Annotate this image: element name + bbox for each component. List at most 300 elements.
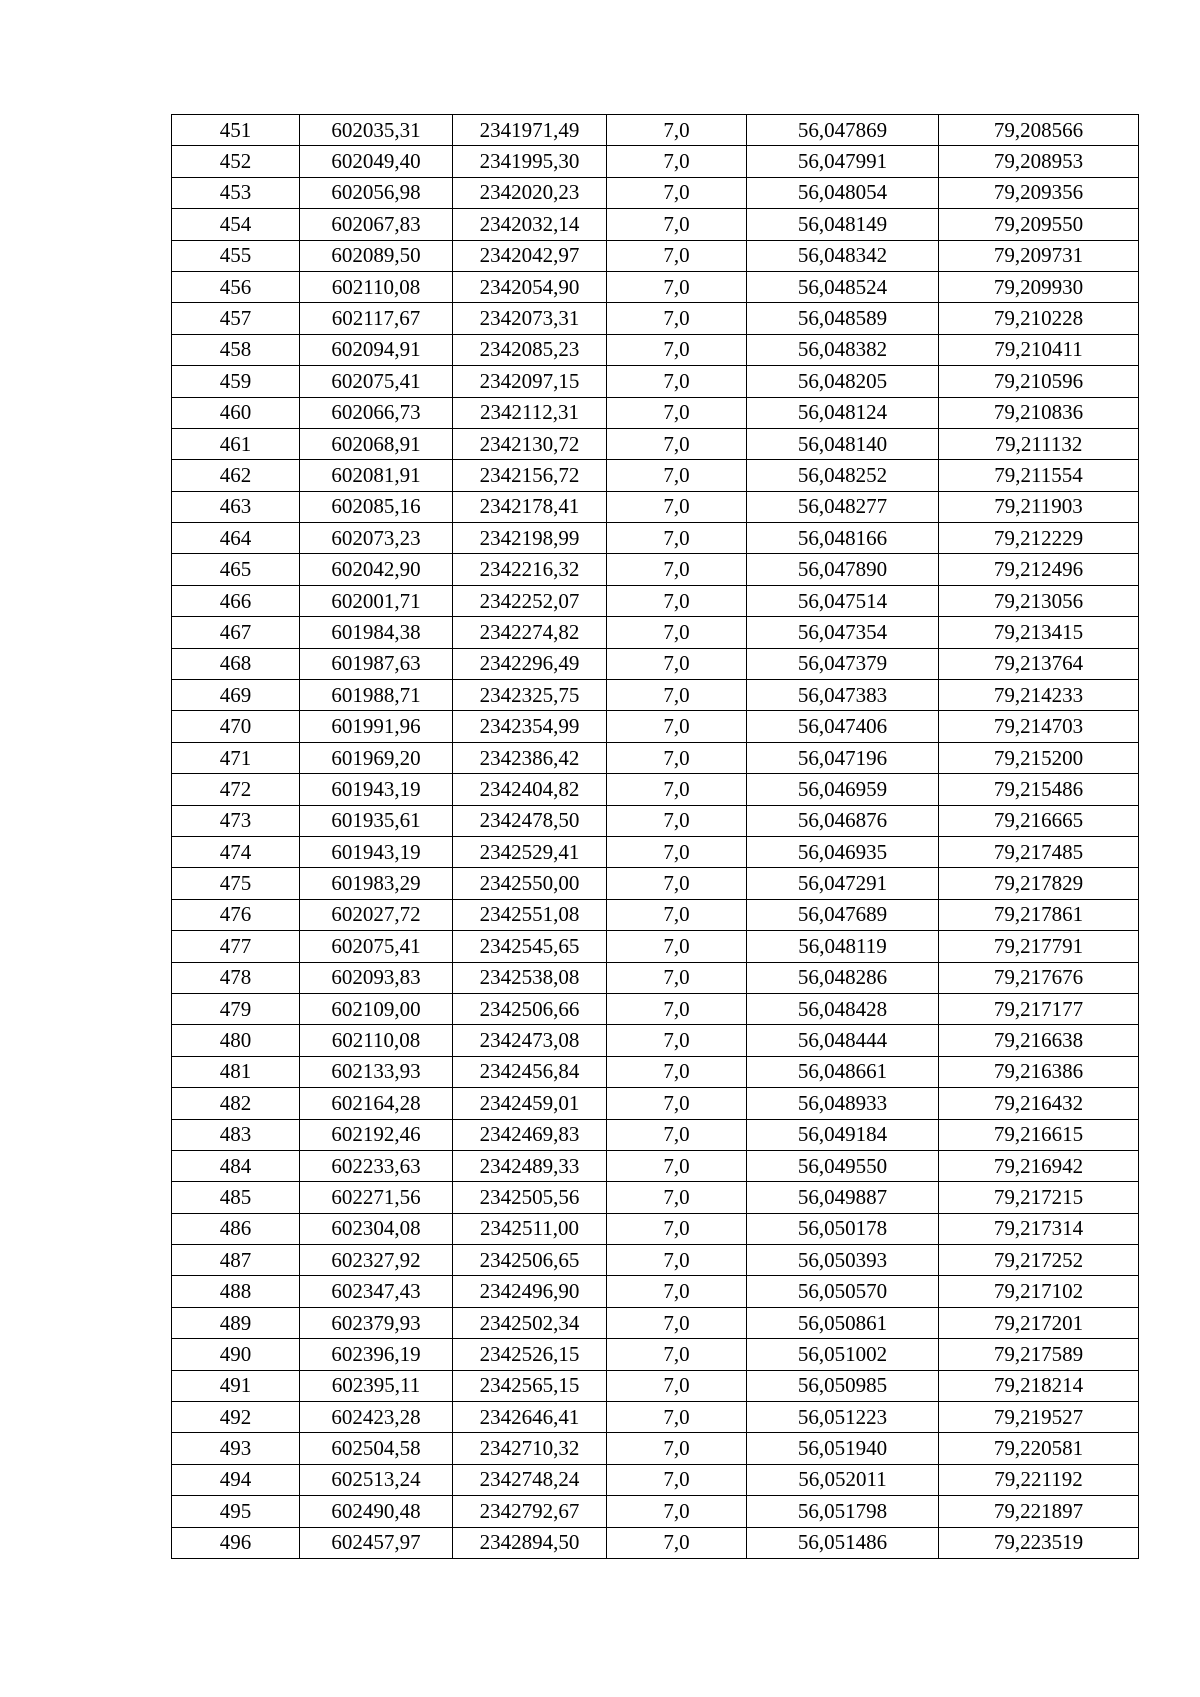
point-number-cell: 451 [172, 115, 300, 146]
width-cell: 7,0 [607, 1339, 747, 1370]
point-number-cell: 490 [172, 1339, 300, 1370]
longitude-cell: 79,210596 [939, 366, 1139, 397]
table-row [172, 1025, 1139, 1056]
x-coordinate-cell: 602027,72 [300, 899, 453, 930]
table-row [172, 648, 1139, 679]
table-row [172, 680, 1139, 711]
y-coordinate-cell: 2342325,75 [453, 680, 607, 711]
table-row [172, 1056, 1139, 1087]
longitude-cell: 79,217589 [939, 1339, 1139, 1370]
point-number-cell: 470 [172, 711, 300, 742]
width-cell: 7,0 [607, 1496, 747, 1527]
latitude-cell: 56,047196 [747, 742, 939, 773]
longitude-cell: 79,212229 [939, 523, 1139, 554]
latitude-cell: 56,050393 [747, 1245, 939, 1276]
x-coordinate-cell: 601943,19 [300, 774, 453, 805]
table-row [172, 1527, 1139, 1558]
table-row [172, 397, 1139, 428]
x-coordinate-cell: 602133,93 [300, 1056, 453, 1087]
table-row [172, 1088, 1139, 1119]
y-coordinate-cell: 2342020,23 [453, 177, 607, 208]
x-coordinate-cell: 602042,90 [300, 554, 453, 585]
y-coordinate-cell: 2342085,23 [453, 334, 607, 365]
width-cell: 7,0 [607, 774, 747, 805]
table-row [172, 899, 1139, 930]
point-number-cell: 485 [172, 1182, 300, 1213]
y-coordinate-cell: 2342496,90 [453, 1276, 607, 1307]
table-row [172, 146, 1139, 177]
longitude-cell: 79,217201 [939, 1307, 1139, 1338]
point-number-cell: 494 [172, 1464, 300, 1495]
width-cell: 7,0 [607, 1213, 747, 1244]
width-cell: 7,0 [607, 523, 747, 554]
width-cell: 7,0 [607, 1056, 747, 1087]
longitude-cell: 79,211132 [939, 428, 1139, 459]
y-coordinate-cell: 2342565,15 [453, 1370, 607, 1401]
table-row [172, 1496, 1139, 1527]
width-cell: 7,0 [607, 1150, 747, 1181]
longitude-cell: 79,209550 [939, 209, 1139, 240]
y-coordinate-cell: 2342646,41 [453, 1402, 607, 1433]
y-coordinate-cell: 2342042,97 [453, 240, 607, 271]
y-coordinate-cell: 2342216,32 [453, 554, 607, 585]
table-row [172, 271, 1139, 302]
y-coordinate-cell: 2342529,41 [453, 836, 607, 867]
width-cell: 7,0 [607, 397, 747, 428]
x-coordinate-cell: 602271,56 [300, 1182, 453, 1213]
latitude-cell: 56,051798 [747, 1496, 939, 1527]
width-cell: 7,0 [607, 711, 747, 742]
point-number-cell: 477 [172, 931, 300, 962]
x-coordinate-cell: 602164,28 [300, 1088, 453, 1119]
y-coordinate-cell: 2342792,67 [453, 1496, 607, 1527]
x-coordinate-cell: 602117,67 [300, 303, 453, 334]
point-number-cell: 484 [172, 1150, 300, 1181]
width-cell: 7,0 [607, 460, 747, 491]
width-cell: 7,0 [607, 742, 747, 773]
y-coordinate-cell: 2342511,00 [453, 1213, 607, 1244]
latitude-cell: 56,048933 [747, 1088, 939, 1119]
y-coordinate-cell: 2342274,82 [453, 617, 607, 648]
point-number-cell: 468 [172, 648, 300, 679]
latitude-cell: 56,046935 [747, 836, 939, 867]
table-row [172, 742, 1139, 773]
width-cell: 7,0 [607, 366, 747, 397]
latitude-cell: 56,049184 [747, 1119, 939, 1150]
width-cell: 7,0 [607, 428, 747, 459]
y-coordinate-cell: 2342456,84 [453, 1056, 607, 1087]
point-number-cell: 464 [172, 523, 300, 554]
latitude-cell: 56,051940 [747, 1433, 939, 1464]
table-row [172, 1339, 1139, 1370]
table-row [172, 1402, 1139, 1433]
y-coordinate-cell: 2342473,08 [453, 1025, 607, 1056]
x-coordinate-cell: 601983,29 [300, 868, 453, 899]
longitude-cell: 79,209930 [939, 271, 1139, 302]
point-number-cell: 465 [172, 554, 300, 585]
x-coordinate-cell: 602073,23 [300, 523, 453, 554]
x-coordinate-cell: 602094,91 [300, 334, 453, 365]
latitude-cell: 56,048140 [747, 428, 939, 459]
x-coordinate-cell: 602490,48 [300, 1496, 453, 1527]
x-coordinate-cell: 602233,63 [300, 1150, 453, 1181]
latitude-cell: 56,047354 [747, 617, 939, 648]
table-row [172, 836, 1139, 867]
x-coordinate-cell: 602109,00 [300, 993, 453, 1024]
width-cell: 7,0 [607, 554, 747, 585]
latitude-cell: 56,048342 [747, 240, 939, 271]
table-row [172, 1150, 1139, 1181]
table-row [172, 1464, 1139, 1495]
latitude-cell: 56,049887 [747, 1182, 939, 1213]
x-coordinate-cell: 601987,63 [300, 648, 453, 679]
longitude-cell: 79,217791 [939, 931, 1139, 962]
point-number-cell: 491 [172, 1370, 300, 1401]
x-coordinate-cell: 602067,83 [300, 209, 453, 240]
x-coordinate-cell: 601943,19 [300, 836, 453, 867]
longitude-cell: 79,216638 [939, 1025, 1139, 1056]
width-cell: 7,0 [607, 1025, 747, 1056]
point-number-cell: 481 [172, 1056, 300, 1087]
y-coordinate-cell: 2342178,41 [453, 491, 607, 522]
longitude-cell: 79,216386 [939, 1056, 1139, 1087]
longitude-cell: 79,221192 [939, 1464, 1139, 1495]
y-coordinate-cell: 2342054,90 [453, 271, 607, 302]
x-coordinate-cell: 602049,40 [300, 146, 453, 177]
y-coordinate-cell: 2342112,31 [453, 397, 607, 428]
latitude-cell: 56,047379 [747, 648, 939, 679]
y-coordinate-cell: 2342073,31 [453, 303, 607, 334]
point-number-cell: 483 [172, 1119, 300, 1150]
latitude-cell: 56,047383 [747, 680, 939, 711]
width-cell: 7,0 [607, 115, 747, 146]
y-coordinate-cell: 2341995,30 [453, 146, 607, 177]
point-number-cell: 455 [172, 240, 300, 271]
latitude-cell: 56,050570 [747, 1276, 939, 1307]
table-row [172, 491, 1139, 522]
longitude-cell: 79,211554 [939, 460, 1139, 491]
x-coordinate-cell: 601991,96 [300, 711, 453, 742]
latitude-cell: 56,048428 [747, 993, 939, 1024]
y-coordinate-cell: 2342156,72 [453, 460, 607, 491]
x-coordinate-cell: 602423,28 [300, 1402, 453, 1433]
latitude-cell: 56,048166 [747, 523, 939, 554]
y-coordinate-cell: 2342459,01 [453, 1088, 607, 1119]
coordinates-table [171, 114, 1139, 1559]
width-cell: 7,0 [607, 334, 747, 365]
table-row [172, 240, 1139, 271]
latitude-cell: 56,048589 [747, 303, 939, 334]
width-cell: 7,0 [607, 993, 747, 1024]
y-coordinate-cell: 2342478,50 [453, 805, 607, 836]
latitude-cell: 56,048382 [747, 334, 939, 365]
table-row [172, 177, 1139, 208]
x-coordinate-cell: 602075,41 [300, 931, 453, 962]
longitude-cell: 79,216615 [939, 1119, 1139, 1150]
width-cell: 7,0 [607, 1119, 747, 1150]
width-cell: 7,0 [607, 836, 747, 867]
longitude-cell: 79,217485 [939, 836, 1139, 867]
longitude-cell: 79,217676 [939, 962, 1139, 993]
x-coordinate-cell: 602504,58 [300, 1433, 453, 1464]
y-coordinate-cell: 2342386,42 [453, 742, 607, 773]
longitude-cell: 79,215200 [939, 742, 1139, 773]
y-coordinate-cell: 2342506,66 [453, 993, 607, 1024]
table-row [172, 554, 1139, 585]
x-coordinate-cell: 602395,11 [300, 1370, 453, 1401]
longitude-cell: 79,213764 [939, 648, 1139, 679]
longitude-cell: 79,217829 [939, 868, 1139, 899]
y-coordinate-cell: 2342354,99 [453, 711, 607, 742]
latitude-cell: 56,050861 [747, 1307, 939, 1338]
point-number-cell: 469 [172, 680, 300, 711]
longitude-cell: 79,212496 [939, 554, 1139, 585]
width-cell: 7,0 [607, 303, 747, 334]
longitude-cell: 79,221897 [939, 1496, 1139, 1527]
longitude-cell: 79,216665 [939, 805, 1139, 836]
point-number-cell: 479 [172, 993, 300, 1024]
table-row [172, 1213, 1139, 1244]
longitude-cell: 79,218214 [939, 1370, 1139, 1401]
longitude-cell: 79,210836 [939, 397, 1139, 428]
width-cell: 7,0 [607, 1433, 747, 1464]
table-row [172, 931, 1139, 962]
width-cell: 7,0 [607, 1402, 747, 1433]
table-row [172, 1119, 1139, 1150]
x-coordinate-cell: 602513,24 [300, 1464, 453, 1495]
x-coordinate-cell: 602085,16 [300, 491, 453, 522]
longitude-cell: 79,210228 [939, 303, 1139, 334]
longitude-cell: 79,215486 [939, 774, 1139, 805]
x-coordinate-cell: 602075,41 [300, 366, 453, 397]
y-coordinate-cell: 2342505,56 [453, 1182, 607, 1213]
y-coordinate-cell: 2342550,00 [453, 868, 607, 899]
table-row [172, 209, 1139, 240]
y-coordinate-cell: 2342526,15 [453, 1339, 607, 1370]
y-coordinate-cell: 2342296,49 [453, 648, 607, 679]
longitude-cell: 79,217215 [939, 1182, 1139, 1213]
point-number-cell: 493 [172, 1433, 300, 1464]
latitude-cell: 56,049550 [747, 1150, 939, 1181]
latitude-cell: 56,051002 [747, 1339, 939, 1370]
longitude-cell: 79,217861 [939, 899, 1139, 930]
latitude-cell: 56,052011 [747, 1464, 939, 1495]
table-row [172, 523, 1139, 554]
x-coordinate-cell: 602110,08 [300, 1025, 453, 1056]
width-cell: 7,0 [607, 1370, 747, 1401]
x-coordinate-cell: 602396,19 [300, 1339, 453, 1370]
point-number-cell: 476 [172, 899, 300, 930]
y-coordinate-cell: 2342130,72 [453, 428, 607, 459]
point-number-cell: 489 [172, 1307, 300, 1338]
point-number-cell: 462 [172, 460, 300, 491]
point-number-cell: 459 [172, 366, 300, 397]
latitude-cell: 56,048661 [747, 1056, 939, 1087]
y-coordinate-cell: 2342710,32 [453, 1433, 607, 1464]
longitude-cell: 79,220581 [939, 1433, 1139, 1464]
latitude-cell: 56,047406 [747, 711, 939, 742]
x-coordinate-cell: 602192,46 [300, 1119, 453, 1150]
width-cell: 7,0 [607, 805, 747, 836]
point-number-cell: 463 [172, 491, 300, 522]
longitude-cell: 79,214703 [939, 711, 1139, 742]
width-cell: 7,0 [607, 931, 747, 962]
table-row [172, 115, 1139, 146]
latitude-cell: 56,048119 [747, 931, 939, 962]
point-number-cell: 480 [172, 1025, 300, 1056]
y-coordinate-cell: 2342469,83 [453, 1119, 607, 1150]
table-row [172, 1370, 1139, 1401]
latitude-cell: 56,048124 [747, 397, 939, 428]
latitude-cell: 56,048444 [747, 1025, 939, 1056]
latitude-cell: 56,047689 [747, 899, 939, 930]
longitude-cell: 79,210411 [939, 334, 1139, 365]
x-coordinate-cell: 602327,92 [300, 1245, 453, 1276]
width-cell: 7,0 [607, 1307, 747, 1338]
y-coordinate-cell: 2342502,34 [453, 1307, 607, 1338]
width-cell: 7,0 [607, 1276, 747, 1307]
latitude-cell: 56,046959 [747, 774, 939, 805]
width-cell: 7,0 [607, 648, 747, 679]
y-coordinate-cell: 2342198,99 [453, 523, 607, 554]
width-cell: 7,0 [607, 491, 747, 522]
x-coordinate-cell: 602093,83 [300, 962, 453, 993]
width-cell: 7,0 [607, 1182, 747, 1213]
longitude-cell: 79,219527 [939, 1402, 1139, 1433]
longitude-cell: 79,217177 [939, 993, 1139, 1024]
point-number-cell: 475 [172, 868, 300, 899]
table-row [172, 1433, 1139, 1464]
x-coordinate-cell: 602457,97 [300, 1527, 453, 1558]
latitude-cell: 56,050985 [747, 1370, 939, 1401]
x-coordinate-cell: 602066,73 [300, 397, 453, 428]
x-coordinate-cell: 602347,43 [300, 1276, 453, 1307]
point-number-cell: 492 [172, 1402, 300, 1433]
x-coordinate-cell: 601969,20 [300, 742, 453, 773]
latitude-cell: 56,047869 [747, 115, 939, 146]
x-coordinate-cell: 602081,91 [300, 460, 453, 491]
width-cell: 7,0 [607, 585, 747, 616]
width-cell: 7,0 [607, 271, 747, 302]
table-row [172, 585, 1139, 616]
table-row [172, 805, 1139, 836]
table-row [172, 1276, 1139, 1307]
longitude-cell: 79,209356 [939, 177, 1139, 208]
x-coordinate-cell: 602110,08 [300, 271, 453, 302]
latitude-cell: 56,048252 [747, 460, 939, 491]
x-coordinate-cell: 602068,91 [300, 428, 453, 459]
y-coordinate-cell: 2342252,07 [453, 585, 607, 616]
point-number-cell: 453 [172, 177, 300, 208]
point-number-cell: 452 [172, 146, 300, 177]
y-coordinate-cell: 2342538,08 [453, 962, 607, 993]
y-coordinate-cell: 2342748,24 [453, 1464, 607, 1495]
longitude-cell: 79,214233 [939, 680, 1139, 711]
table-row [172, 962, 1139, 993]
table-row [172, 366, 1139, 397]
width-cell: 7,0 [607, 1088, 747, 1119]
longitude-cell: 79,208566 [939, 115, 1139, 146]
table-row [172, 1307, 1139, 1338]
latitude-cell: 56,051486 [747, 1527, 939, 1558]
width-cell: 7,0 [607, 209, 747, 240]
y-coordinate-cell: 2342097,15 [453, 366, 607, 397]
width-cell: 7,0 [607, 899, 747, 930]
table-row [172, 1245, 1139, 1276]
x-coordinate-cell: 601935,61 [300, 805, 453, 836]
point-number-cell: 456 [172, 271, 300, 302]
latitude-cell: 56,047991 [747, 146, 939, 177]
width-cell: 7,0 [607, 1527, 747, 1558]
y-coordinate-cell: 2342506,65 [453, 1245, 607, 1276]
latitude-cell: 56,051223 [747, 1402, 939, 1433]
point-number-cell: 454 [172, 209, 300, 240]
y-coordinate-cell: 2341971,49 [453, 115, 607, 146]
table-row [172, 868, 1139, 899]
y-coordinate-cell: 2342894,50 [453, 1527, 607, 1558]
point-number-cell: 487 [172, 1245, 300, 1276]
point-number-cell: 495 [172, 1496, 300, 1527]
table-row [172, 993, 1139, 1024]
latitude-cell: 56,048054 [747, 177, 939, 208]
width-cell: 7,0 [607, 1245, 747, 1276]
table-row [172, 303, 1139, 334]
latitude-cell: 56,048149 [747, 209, 939, 240]
width-cell: 7,0 [607, 868, 747, 899]
point-number-cell: 467 [172, 617, 300, 648]
width-cell: 7,0 [607, 146, 747, 177]
longitude-cell: 79,217252 [939, 1245, 1139, 1276]
table-row [172, 1182, 1139, 1213]
longitude-cell: 79,216432 [939, 1088, 1139, 1119]
point-number-cell: 474 [172, 836, 300, 867]
point-number-cell: 478 [172, 962, 300, 993]
longitude-cell: 79,216942 [939, 1150, 1139, 1181]
y-coordinate-cell: 2342545,65 [453, 931, 607, 962]
latitude-cell: 56,048277 [747, 491, 939, 522]
table-row [172, 774, 1139, 805]
table-row [172, 428, 1139, 459]
table-row [172, 460, 1139, 491]
point-number-cell: 486 [172, 1213, 300, 1244]
point-number-cell: 471 [172, 742, 300, 773]
latitude-cell: 56,050178 [747, 1213, 939, 1244]
point-number-cell: 457 [172, 303, 300, 334]
width-cell: 7,0 [607, 680, 747, 711]
latitude-cell: 56,047890 [747, 554, 939, 585]
point-number-cell: 473 [172, 805, 300, 836]
x-coordinate-cell: 601984,38 [300, 617, 453, 648]
x-coordinate-cell: 602304,08 [300, 1213, 453, 1244]
longitude-cell: 79,213056 [939, 585, 1139, 616]
latitude-cell: 56,048286 [747, 962, 939, 993]
longitude-cell: 79,217314 [939, 1213, 1139, 1244]
point-number-cell: 496 [172, 1527, 300, 1558]
longitude-cell: 79,209731 [939, 240, 1139, 271]
width-cell: 7,0 [607, 617, 747, 648]
x-coordinate-cell: 602001,71 [300, 585, 453, 616]
latitude-cell: 56,048524 [747, 271, 939, 302]
y-coordinate-cell: 2342404,82 [453, 774, 607, 805]
point-number-cell: 461 [172, 428, 300, 459]
width-cell: 7,0 [607, 1464, 747, 1495]
point-number-cell: 460 [172, 397, 300, 428]
x-coordinate-cell: 602035,31 [300, 115, 453, 146]
point-number-cell: 458 [172, 334, 300, 365]
latitude-cell: 56,046876 [747, 805, 939, 836]
table-row [172, 711, 1139, 742]
y-coordinate-cell: 2342489,33 [453, 1150, 607, 1181]
